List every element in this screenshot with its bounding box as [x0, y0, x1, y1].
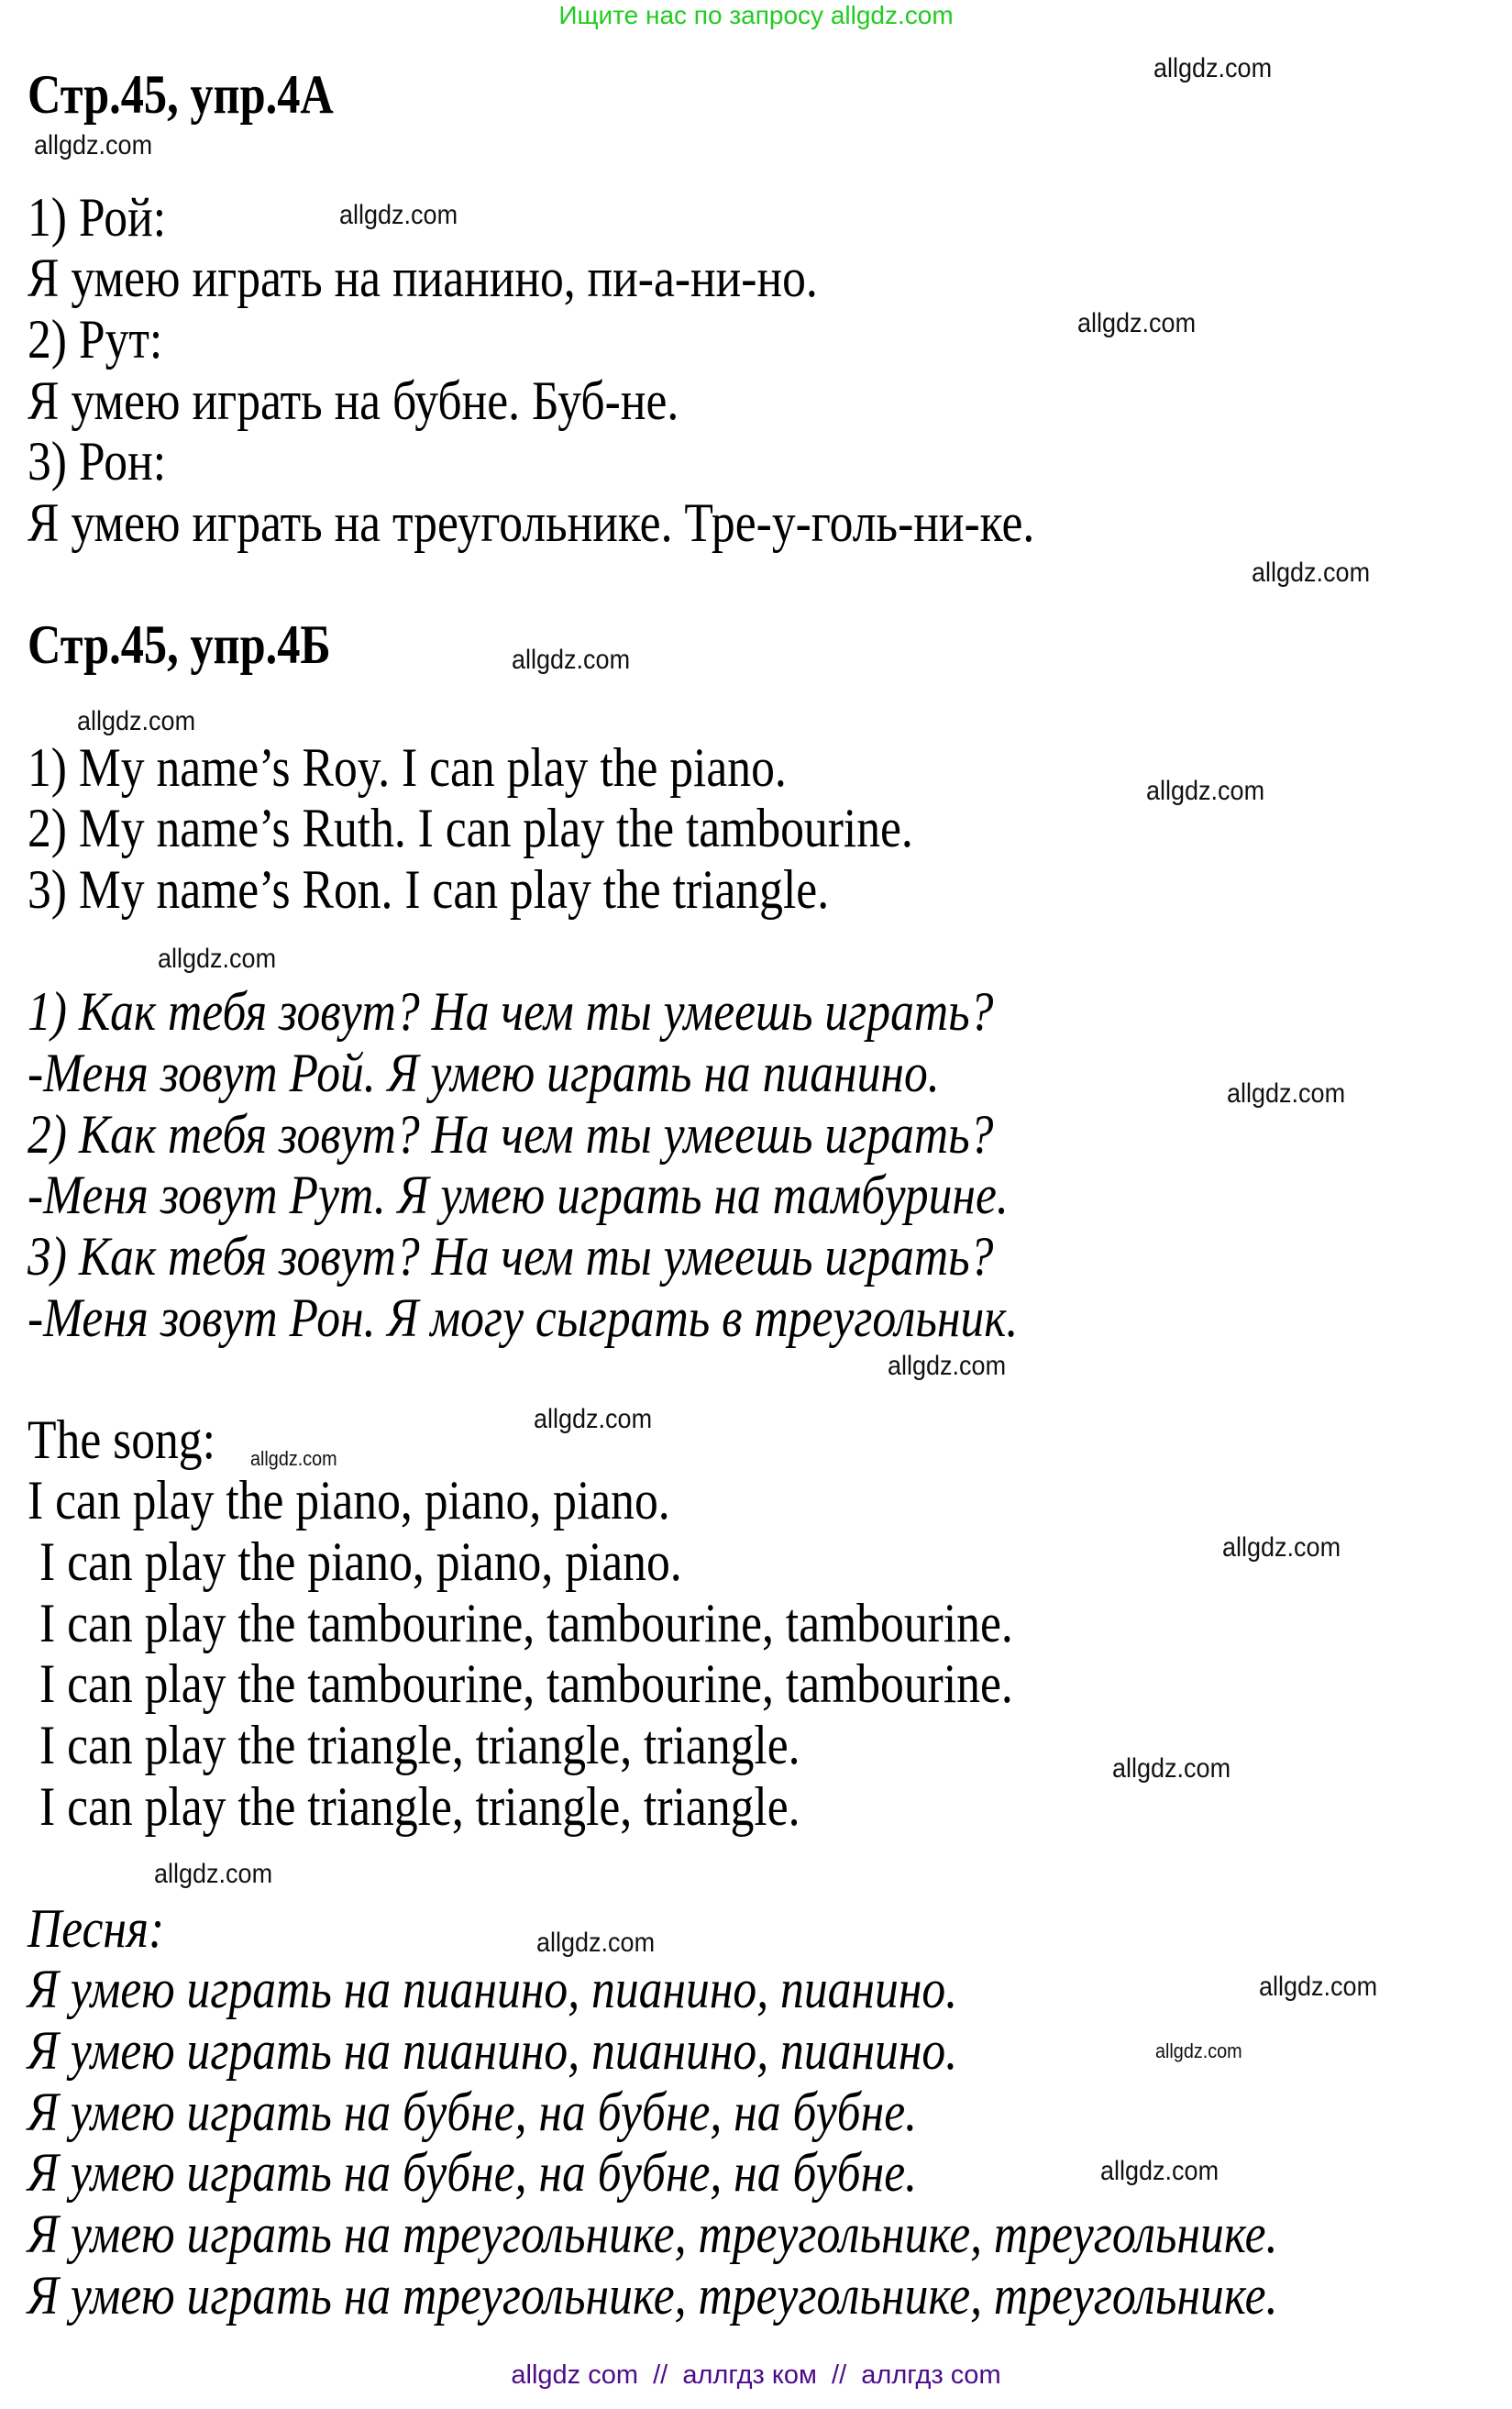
watermark: allgdz.com: [1222, 1532, 1341, 1563]
watermark: allgdz.com: [512, 645, 631, 675]
text-line: 3) Рон:: [28, 431, 167, 492]
section-a-title: Стр.45, упр.4А: [28, 64, 334, 125]
song-title: The song:: [28, 1409, 215, 1470]
song-ru-line: Я умею играть на пианино, пианино, пианино.: [28, 1959, 958, 2019]
text-line: Я умею играть на треугольнике. Тре-у-голь-ни-ке.: [28, 492, 1035, 553]
watermark: allgdz.com: [1153, 53, 1273, 83]
section-b-title: Стр.45, упр.4Б: [28, 614, 331, 675]
translation-line: 2) Как тебя зовут? На чем ты умеешь играть?: [28, 1104, 994, 1165]
watermark: allgdz.com: [34, 130, 153, 160]
song-line: I can play the piano, piano, piano.: [39, 1531, 682, 1592]
song-line: I can play the piano, piano, piano.: [28, 1470, 670, 1530]
watermark: allgdz.com: [339, 200, 458, 230]
watermark: allgdz.com: [77, 706, 196, 736]
song-line: I can play the tambourine, tambourine, tambourine.: [39, 1593, 1013, 1653]
watermark: allgdz.com: [888, 1351, 1007, 1381]
song-ru-line: Я умею играть на бубне, на бубне, на бубне.: [28, 2082, 917, 2142]
footer-links: allgdz com // аллгдз ком // аллгдз com: [511, 2360, 1001, 2390]
translation-line: -Меня зовут Рут. Я умею играть на тамбурине.: [28, 1165, 1009, 1225]
watermark: allgdz.com: [1259, 1972, 1378, 2002]
watermark: allgdz.com: [250, 1447, 337, 1470]
watermark: allgdz.com: [534, 1404, 653, 1434]
english-line: 1) My name’s Roy. I can play the piano.: [28, 737, 787, 798]
song-ru-line: Я умею играть на треугольнике, треугольнике, треугольнике.: [28, 2204, 1278, 2264]
text-line: 1) Рой:: [28, 187, 167, 248]
watermark: allgdz.com: [1112, 1753, 1231, 1784]
watermark: allgdz.com: [1146, 776, 1265, 806]
text-line: Я умею играть на пианино, пи-а-ни-но.: [28, 248, 818, 308]
watermark: allgdz.com: [1252, 558, 1371, 588]
translation-line: 3) Как тебя зовут? На чем ты умеешь играть?: [28, 1226, 994, 1287]
text-line: 2) Рут:: [28, 309, 163, 370]
watermark: allgdz.com: [158, 944, 277, 974]
search-banner: Ищите нас по запросу allgdz.com: [558, 1, 954, 29]
translation-line: -Меня зовут Рон. Я могу сыграть в треугольник.: [28, 1287, 1019, 1348]
song-ru-line: Я умею играть на бубне, на бубне, на бубне.: [28, 2142, 917, 2203]
english-line: 2) My name’s Ruth. I can play the tambourine.: [28, 798, 913, 858]
watermark: allgdz.com: [1227, 1078, 1346, 1109]
text-line: Я умею играть на бубне. Буб-не.: [28, 370, 679, 431]
song-ru-line: Я умею играть на треугольнике, треугольнике, треугольнике.: [28, 2265, 1278, 2326]
watermark: allgdz.com: [536, 1928, 656, 1958]
song-line: I can play the tambourine, tambourine, tambourine.: [39, 1653, 1013, 1714]
song-ru-title: Песня:: [28, 1898, 165, 1959]
watermark: allgdz.com: [1100, 2156, 1220, 2186]
translation-line: -Меня зовут Рой. Я умею играть на пианино.: [28, 1043, 940, 1103]
watermark: allgdz.com: [154, 1859, 273, 1889]
song-line: I can play the triangle, triangle, triangle.: [39, 1715, 800, 1775]
song-line: I can play the triangle, triangle, triangle.: [39, 1776, 800, 1837]
english-line: 3) My name’s Ron. I can play the triangle.: [28, 859, 830, 920]
song-ru-line: Я умею играть на пианино, пианино, пианино.: [28, 2020, 958, 2081]
translation-line: 1) Как тебя зовут? На чем ты умеешь играть?: [28, 981, 994, 1042]
watermark: allgdz.com: [1155, 2039, 1242, 2062]
watermark: allgdz.com: [1077, 308, 1197, 338]
